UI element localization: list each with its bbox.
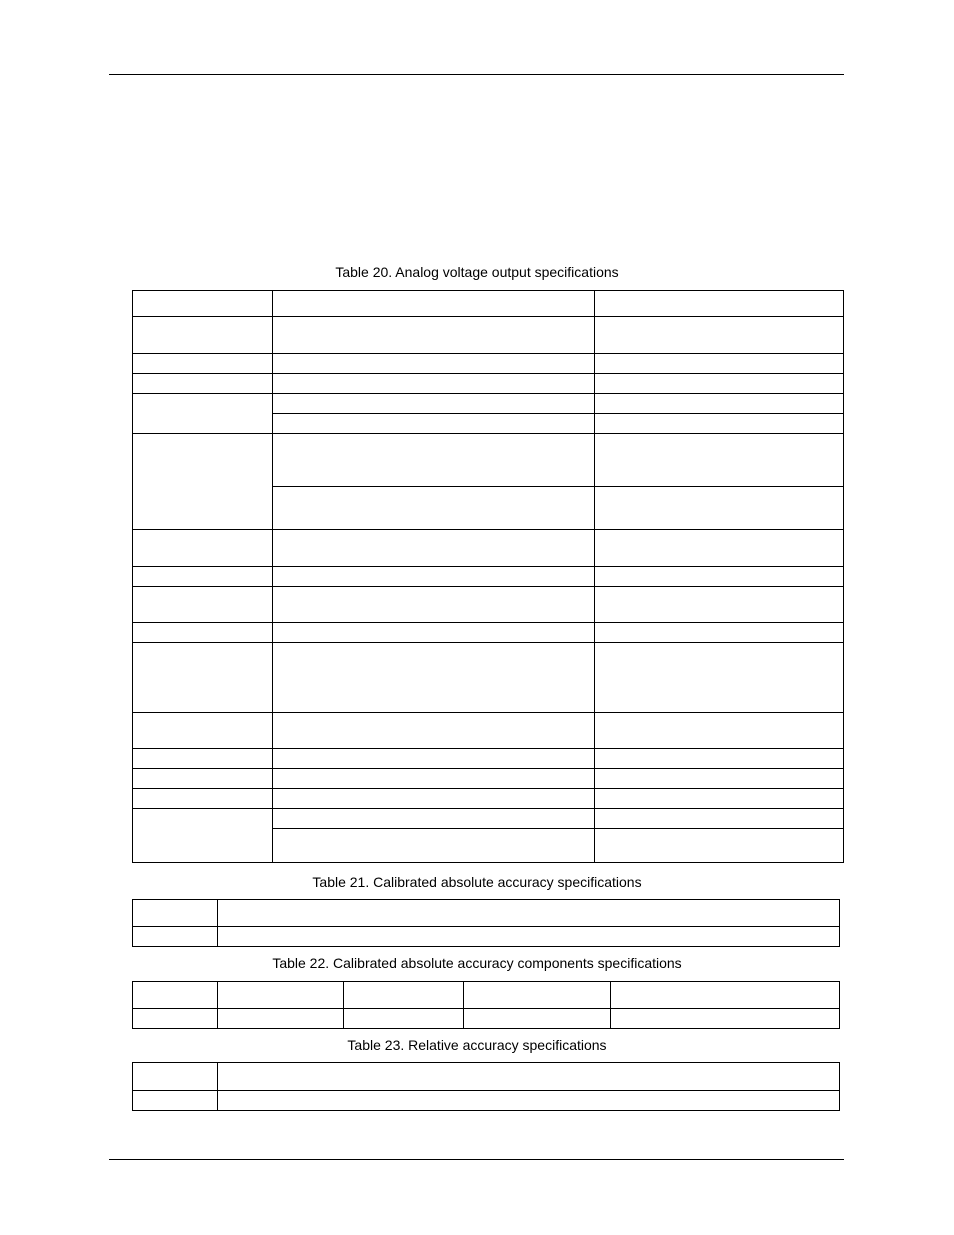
- table-cell: [133, 1063, 218, 1091]
- table-cell: [595, 587, 844, 623]
- table-cell: [595, 354, 844, 374]
- table-cell: [133, 749, 273, 769]
- table-row: [133, 354, 844, 374]
- table-row: [133, 789, 844, 809]
- table-row: [133, 374, 844, 394]
- table-22-caption: Table 22. Calibrated absolute accuracy components specifications: [272, 955, 682, 971]
- table-cell: [133, 982, 218, 1009]
- table-cell: [133, 809, 273, 863]
- table-21: [132, 899, 840, 947]
- table-cell: [133, 530, 273, 567]
- table-row: [133, 1091, 840, 1111]
- table-23: [132, 1062, 840, 1111]
- table-cell: [595, 623, 844, 643]
- table-cell: [218, 900, 840, 927]
- table-cell: [133, 434, 273, 530]
- table-cell: [133, 1091, 218, 1111]
- table-cell: [595, 530, 844, 567]
- table-cell: [273, 567, 595, 587]
- table-row: [133, 1063, 840, 1091]
- table-row: [133, 317, 844, 354]
- table-cell: [273, 374, 595, 394]
- table-row: [133, 900, 840, 927]
- table-cell: [595, 789, 844, 809]
- table-row: [133, 434, 844, 487]
- table-cell: [218, 927, 840, 947]
- table-cell: [133, 587, 273, 623]
- table-cell: [595, 291, 844, 317]
- table-cell: [133, 567, 273, 587]
- table-cell: [218, 1063, 840, 1091]
- table-cell: [133, 394, 273, 434]
- table-row: [133, 809, 844, 829]
- table-cell: [273, 769, 595, 789]
- table-cell: [133, 623, 273, 643]
- table-cell: [344, 982, 464, 1009]
- table-row: [133, 643, 844, 713]
- footer-rule: [109, 1159, 844, 1160]
- table-cell: [595, 769, 844, 789]
- table-cell: [595, 374, 844, 394]
- table-row: [133, 530, 844, 567]
- table-cell: [464, 1009, 611, 1029]
- table-21-caption: Table 21. Calibrated absolute accuracy specifications: [312, 874, 642, 890]
- table-cell: [273, 530, 595, 567]
- table-cell: [595, 414, 844, 434]
- table-cell: [273, 434, 595, 487]
- table-cell: [218, 1091, 840, 1111]
- table-cell: [595, 434, 844, 487]
- table-cell: [133, 374, 273, 394]
- table-cell: [133, 769, 273, 789]
- table-cell: [273, 643, 595, 713]
- table-cell: [611, 982, 840, 1009]
- table-20: [132, 290, 844, 863]
- table-cell: [273, 749, 595, 769]
- table-cell: [273, 789, 595, 809]
- table-cell: [344, 1009, 464, 1029]
- table-cell: [595, 749, 844, 769]
- table-row: [133, 749, 844, 769]
- table-cell: [273, 414, 595, 434]
- table-22: [132, 981, 840, 1029]
- table-cell: [273, 394, 595, 414]
- table-cell: [595, 394, 844, 414]
- table-cell: [595, 317, 844, 354]
- table-cell: [595, 643, 844, 713]
- header-rule: [109, 74, 844, 75]
- table-23-caption: Table 23. Relative accuracy specifications: [347, 1037, 607, 1053]
- table-row: [133, 927, 840, 947]
- table-cell: [218, 982, 344, 1009]
- table-cell: [133, 354, 273, 374]
- table-20-caption: Table 20. Analog voltage output specifications: [335, 264, 619, 280]
- table-row: [133, 394, 844, 414]
- table-cell: [464, 982, 611, 1009]
- table-cell: [133, 789, 273, 809]
- table-cell: [273, 317, 595, 354]
- table-cell: [595, 809, 844, 829]
- table-cell: [273, 809, 595, 829]
- table-cell: [595, 487, 844, 530]
- table-cell: [273, 623, 595, 643]
- table-row: [133, 1009, 840, 1029]
- table-row: [133, 769, 844, 789]
- table-cell: [595, 829, 844, 863]
- table-cell: [133, 900, 218, 927]
- table-cell: [595, 713, 844, 749]
- table-row: [133, 623, 844, 643]
- table-cell: [611, 1009, 840, 1029]
- table-cell: [273, 587, 595, 623]
- table-cell: [273, 713, 595, 749]
- table-cell: [133, 291, 273, 317]
- table-row: [133, 291, 844, 317]
- table-cell: [273, 487, 595, 530]
- table-row: [133, 713, 844, 749]
- table-cell: [133, 643, 273, 713]
- table-cell: [273, 291, 595, 317]
- table-cell: [273, 829, 595, 863]
- table-cell: [133, 1009, 218, 1029]
- table-row: [133, 587, 844, 623]
- table-row: [133, 982, 840, 1009]
- table-cell: [133, 713, 273, 749]
- table-cell: [595, 567, 844, 587]
- table-cell: [133, 317, 273, 354]
- table-cell: [133, 927, 218, 947]
- table-cell: [273, 354, 595, 374]
- table-cell: [218, 1009, 344, 1029]
- table-row: [133, 567, 844, 587]
